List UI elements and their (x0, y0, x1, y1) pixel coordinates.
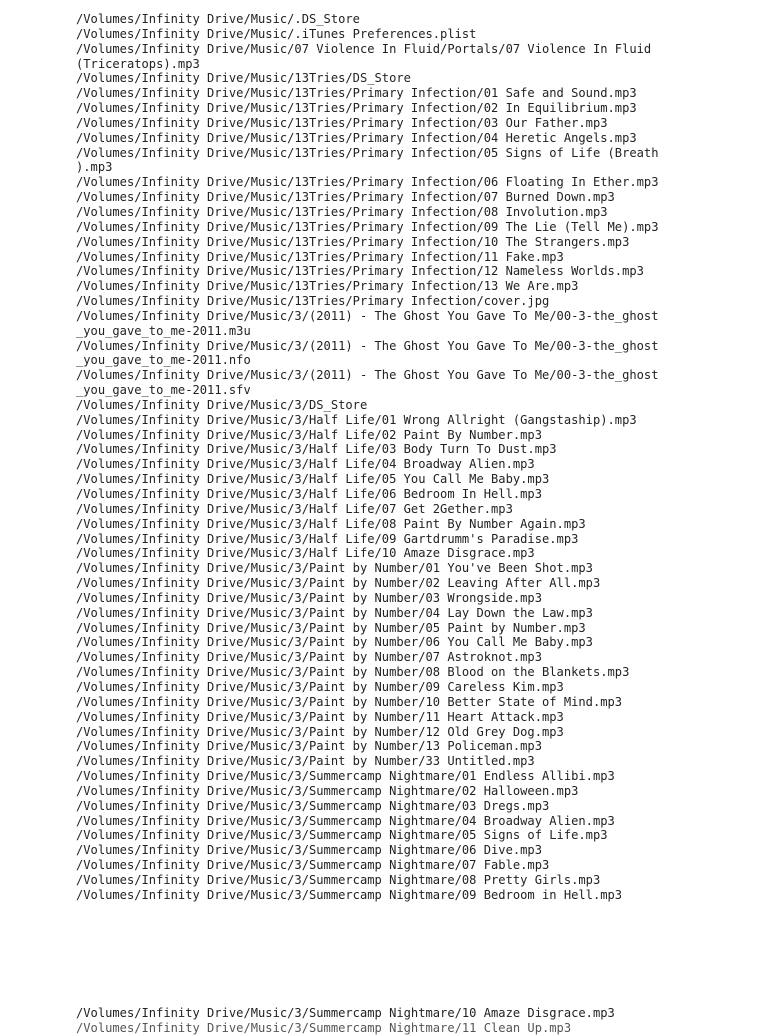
path-line: /Volumes/Infinity Drive/Music/3/(2011) - The Ghost You Gave To Me/00-3-the_ghost (76, 368, 659, 383)
path-line: /Volumes/Infinity Drive/Music/13Tries/Primary Infection/13 We Are.mp3 (76, 279, 579, 294)
path-line: /Volumes/Infinity Drive/Music/3/Paint by Number/07 Astroknot.mp3 (76, 650, 542, 665)
path-line: /Volumes/Infinity Drive/Music/3/Half Life/05 You Call Me Baby.mp3 (76, 472, 550, 487)
path-line: /Volumes/Infinity Drive/Music/13Tries/Primary Infection/06 Floating In Ether.mp3 (76, 175, 659, 190)
path-line: /Volumes/Infinity Drive/Music/.iTunes Preferences.plist (76, 26, 477, 41)
path-line: /Volumes/Infinity Drive/Music/13Tries/Primary Infection/08 Involution.mp3 (76, 204, 608, 219)
path-line: /Volumes/Infinity Drive/Music/3/Half Life/10 Amaze Disgrace.mp3 (76, 546, 535, 561)
path-line: /Volumes/Infinity Drive/Music/3/Paint by Number/08 Blood on the Blankets.mp3 (76, 665, 630, 680)
path-line: /Volumes/Infinity Drive/Music/3/(2011) - The Ghost You Gave To Me/00-3-the_ghost (76, 338, 659, 353)
path-line: /Volumes/Infinity Drive/Music/3/Summercamp Nightmare/06 Dive.mp3 (76, 843, 542, 858)
path-line: /Volumes/Infinity Drive/Music/3/DS_Store (76, 397, 368, 412)
path-line: _you_gave_to_me-2011.m3u (76, 323, 251, 338)
path-line: /Volumes/Infinity Drive/Music/3/Half Life/09 Gartdrumm's Paradise.mp3 (76, 531, 579, 546)
path-line: /Volumes/Infinity Drive/Music/3/Paint by Number/11 Heart Attack.mp3 (76, 709, 564, 724)
path-line: /Volumes/Infinity Drive/Music/13Tries/Primary Infection/04 Heretic Angels.mp3 (76, 130, 637, 145)
path-line: (Triceratops).mp3 (76, 56, 200, 71)
path-line: /Volumes/Infinity Drive/Music/13Tries/Primary Infection/07 Burned Down.mp3 (76, 190, 615, 205)
path-line: /Volumes/Infinity Drive/Music/13Tries/Primary Infection/01 Safe and Sound.mp3 (76, 86, 637, 101)
path-line: /Volumes/Infinity Drive/Music/3/Half Life/07 Get 2Gether.mp3 (76, 501, 513, 516)
path-line: /Volumes/Infinity Drive/Music/3/Paint by Number/04 Lay Down the Law.mp3 (76, 605, 593, 620)
path-line: /Volumes/Infinity Drive/Music/3/Summercamp Nightmare/02 Halloween.mp3 (76, 783, 579, 798)
path-line: /Volumes/Infinity Drive/Music/13Tries/Primary Infection/11 Fake.mp3 (76, 249, 564, 264)
path-line: /Volumes/Infinity Drive/Music/3/Paint by Number/12 Old Grey Dog.mp3 (76, 724, 564, 739)
path-line: /Volumes/Infinity Drive/Music/3/Half Life/03 Body Turn To Dust.mp3 (76, 442, 557, 457)
path-line: /Volumes/Infinity Drive/Music/3/Summercamp Nightmare/01 Endless Allibi.mp3 (76, 769, 615, 784)
path-line: /Volumes/Infinity Drive/Music/3/Paint by Number/33 Untitled.mp3 (76, 754, 535, 769)
path-line: /Volumes/Infinity Drive/Music/3/Summercamp Nightmare/11 Clean Up.mp3 (76, 1020, 572, 1035)
path-line: /Volumes/Infinity Drive/Music/13Tries/Primary Infection/12 Nameless Worlds.mp3 (76, 264, 644, 279)
path-line: /Volumes/Infinity Drive/Music/3/Summercamp Nightmare/07 Fable.mp3 (76, 858, 550, 873)
path-line: _you_gave_to_me-2011.sfv (76, 383, 251, 398)
path-line: /Volumes/Infinity Drive/Music/3/Paint by Number/02 Leaving After All.mp3 (76, 576, 601, 591)
path-line: /Volumes/Infinity Drive/Music/3/Summercamp Nightmare/10 Amaze Disgrace.mp3 (76, 1006, 615, 1020)
path-line: /Volumes/Infinity Drive/Music/13Tries/Primary Infection/05 Signs of Life (Breath (76, 145, 659, 160)
path-line: /Volumes/Infinity Drive/Music/3/Half Life/06 Bedroom In Hell.mp3 (76, 487, 542, 501)
path-line: /Volumes/Infinity Drive/Music/13Tries/Primary Infection/cover.jpg (76, 294, 550, 309)
path-line: /Volumes/Infinity Drive/Music/3/Summercamp Nightmare/09 Bedroom in Hell.mp3 (76, 887, 623, 902)
path-line: /Volumes/Infinity Drive/Music/3/Paint by Number/03 Wrongside.mp3 (76, 590, 542, 605)
path-line: /Volumes/Infinity Drive/Music/13Tries/Primary Infection/09 The Lie (Tell Me).mp3 (76, 219, 659, 234)
path-line: _you_gave_to_me-2011.nfo (76, 353, 251, 368)
path-line: /Volumes/Infinity Drive/Music/3/Paint by Number/06 You Call Me Baby.mp3 (76, 635, 593, 650)
path-line: /Volumes/Infinity Drive/Music/3/Half Life/01 Wrong Allright (Gangstaship).mp3 (76, 412, 637, 427)
path-line: /Volumes/Infinity Drive/Music/3/Half Life/02 Paint By Number.mp3 (76, 427, 542, 442)
path-line: /Volumes/Infinity Drive/Music/3/Summercamp Nightmare/08 Pretty Girls.mp3 (76, 872, 601, 887)
path-line: ).mp3 (76, 160, 113, 175)
path-line: /Volumes/Infinity Drive/Music/13Tries/DS_Store (76, 71, 411, 86)
path-line: /Volumes/Infinity Drive/Music/3/Paint by Number/09 Careless Kim.mp3 (76, 679, 564, 694)
path-line: /Volumes/Infinity Drive/Music/3/Paint by Number/13 Policeman.mp3 (76, 739, 542, 754)
path-line: /Volumes/Infinity Drive/Music/07 Violence In Fluid/Portals/07 Violence In Fluid (76, 41, 652, 56)
next-page-top (76, 1006, 696, 1036)
path-line: /Volumes/Infinity Drive/Music/3/Summercamp Nightmare/03 Dregs.mp3 (76, 798, 550, 813)
file-path-listing (76, 12, 696, 903)
path-line: /Volumes/Infinity Drive/Music/3/Paint by Number/05 Paint by Number.mp3 (76, 620, 586, 635)
path-line: /Volumes/Infinity Drive/Music/3/Paint by Number/01 You've Been Shot.mp3 (76, 561, 593, 576)
path-line: /Volumes/Infinity Drive/Music/3/Paint by Number/10 Better State of Mind.mp3 (76, 694, 623, 709)
path-line: /Volumes/Infinity Drive/Music/3/Summercamp Nightmare/05 Signs of Life.mp3 (76, 828, 608, 843)
path-line: /Volumes/Infinity Drive/Music/3/Half Life/04 Broadway Alien.mp3 (76, 457, 535, 472)
path-line: /Volumes/Infinity Drive/Music/13Tries/Primary Infection/02 In Equilibrium.mp3 (76, 101, 637, 116)
path-line: /Volumes/Infinity Drive/Music/3/Summercamp Nightmare/04 Broadway Alien.mp3 (76, 813, 615, 828)
path-line: /Volumes/Infinity Drive/Music/3/Half Life/08 Paint By Number Again.mp3 (76, 516, 586, 531)
path-line: /Volumes/Infinity Drive/Music/13Tries/Primary Infection/10 The Strangers.mp3 (76, 234, 630, 249)
path-line: /Volumes/Infinity Drive/Music/13Tries/Primary Infection/03 Our Father.mp3 (76, 115, 608, 130)
path-line: /Volumes/Infinity Drive/Music/3/(2011) - The Ghost You Gave To Me/00-3-the_ghost (76, 308, 659, 323)
path-line: /Volumes/Infinity Drive/Music/.DS_Store (76, 12, 360, 26)
